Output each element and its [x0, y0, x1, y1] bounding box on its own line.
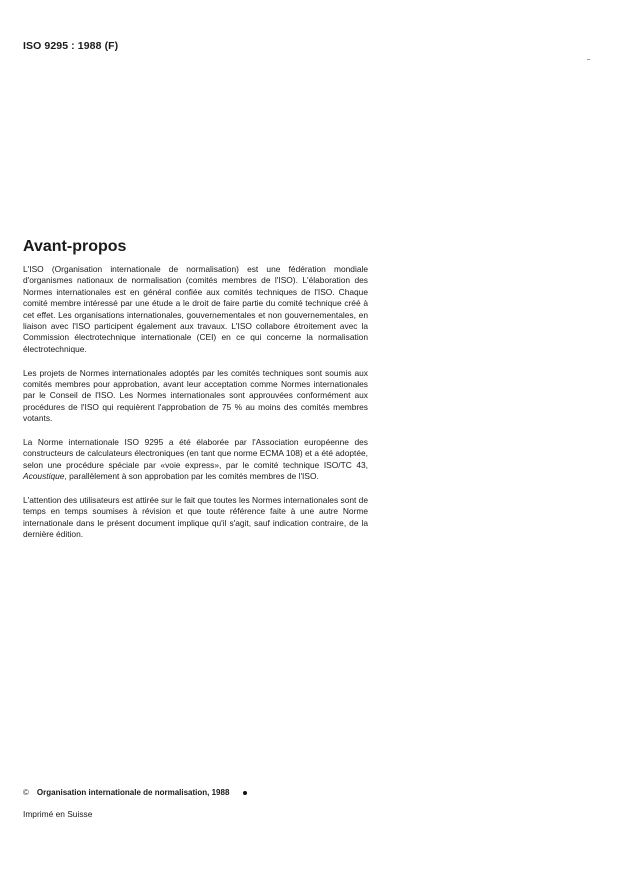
foreword-body	[23, 264, 368, 553]
paragraph-elaboration	[23, 437, 368, 483]
scan-mark	[587, 59, 590, 60]
paragraph-elaboration-end: , parallèlement à son approbation par les comités membres de l'ISO.	[64, 471, 319, 482]
copyright-icon: ©	[23, 788, 29, 797]
copyright-line	[23, 788, 247, 797]
paragraph-elaboration-start: La Norme internationale ISO 9295 a été élaborée par l'Association européenne des constructeurs de calculateurs électroniques (en tant que norme ECMA 108) et a été adoptée, selon une procédure spéciale par «voie express», par le comité technique ISO/TC 43,	[23, 437, 368, 470]
document-header: ISO 9295 : 1988 (F)	[23, 40, 119, 52]
paragraph-iso-intro: L'ISO (Organisation internationale de normalisation) est une fédération mondiale d'organismes nationaux de normalisation (comités membres de l'ISO). L'élaboration des Normes internationales est en général confiée aux comités techniques de l'ISO. Chaque comité membre intéressé par une étude a le droit de faire partie du comité technique créé à cet effet. Les organisations internationales, gouvernementales et non gouvernementales, en liaison avec l'ISO participent également aux travaux. L'ISO collabore étroitement avec la Commission électrotechnique internationale (CEI) en ce qui concerne la normalisation électrotechnique.	[23, 264, 368, 354]
printed-in: Imprimé en Suisse	[23, 809, 93, 819]
section-title: Avant-propos	[23, 238, 127, 255]
paragraph-approval: Les projets de Normes internationales adoptés par les comités techniques sont soumis aux comités membres pour approbation, avant leur acceptation comme Normes internationales par le Conseil de l'ISO. Les Normes internationales sont approuvées conformément aux procédures de l'ISO qui requièrent l'approbation de 75 % au moins des comités membres votants.	[23, 367, 368, 424]
paragraph-revision-notice: L'attention des utilisateurs est attirée sur le fait que toutes les Normes internationales sont de temps en temps soumises à révision et que toute référence faite à une autre Norme internationale dans le présent document implique qu'il s'agit, sauf indication contraire, de la dernière édition.	[23, 495, 368, 540]
copyright-text: Organisation internationale de normalisation, 1988	[36, 788, 230, 797]
bullet-icon	[243, 791, 247, 795]
committee-name: Acoustique	[23, 471, 65, 482]
